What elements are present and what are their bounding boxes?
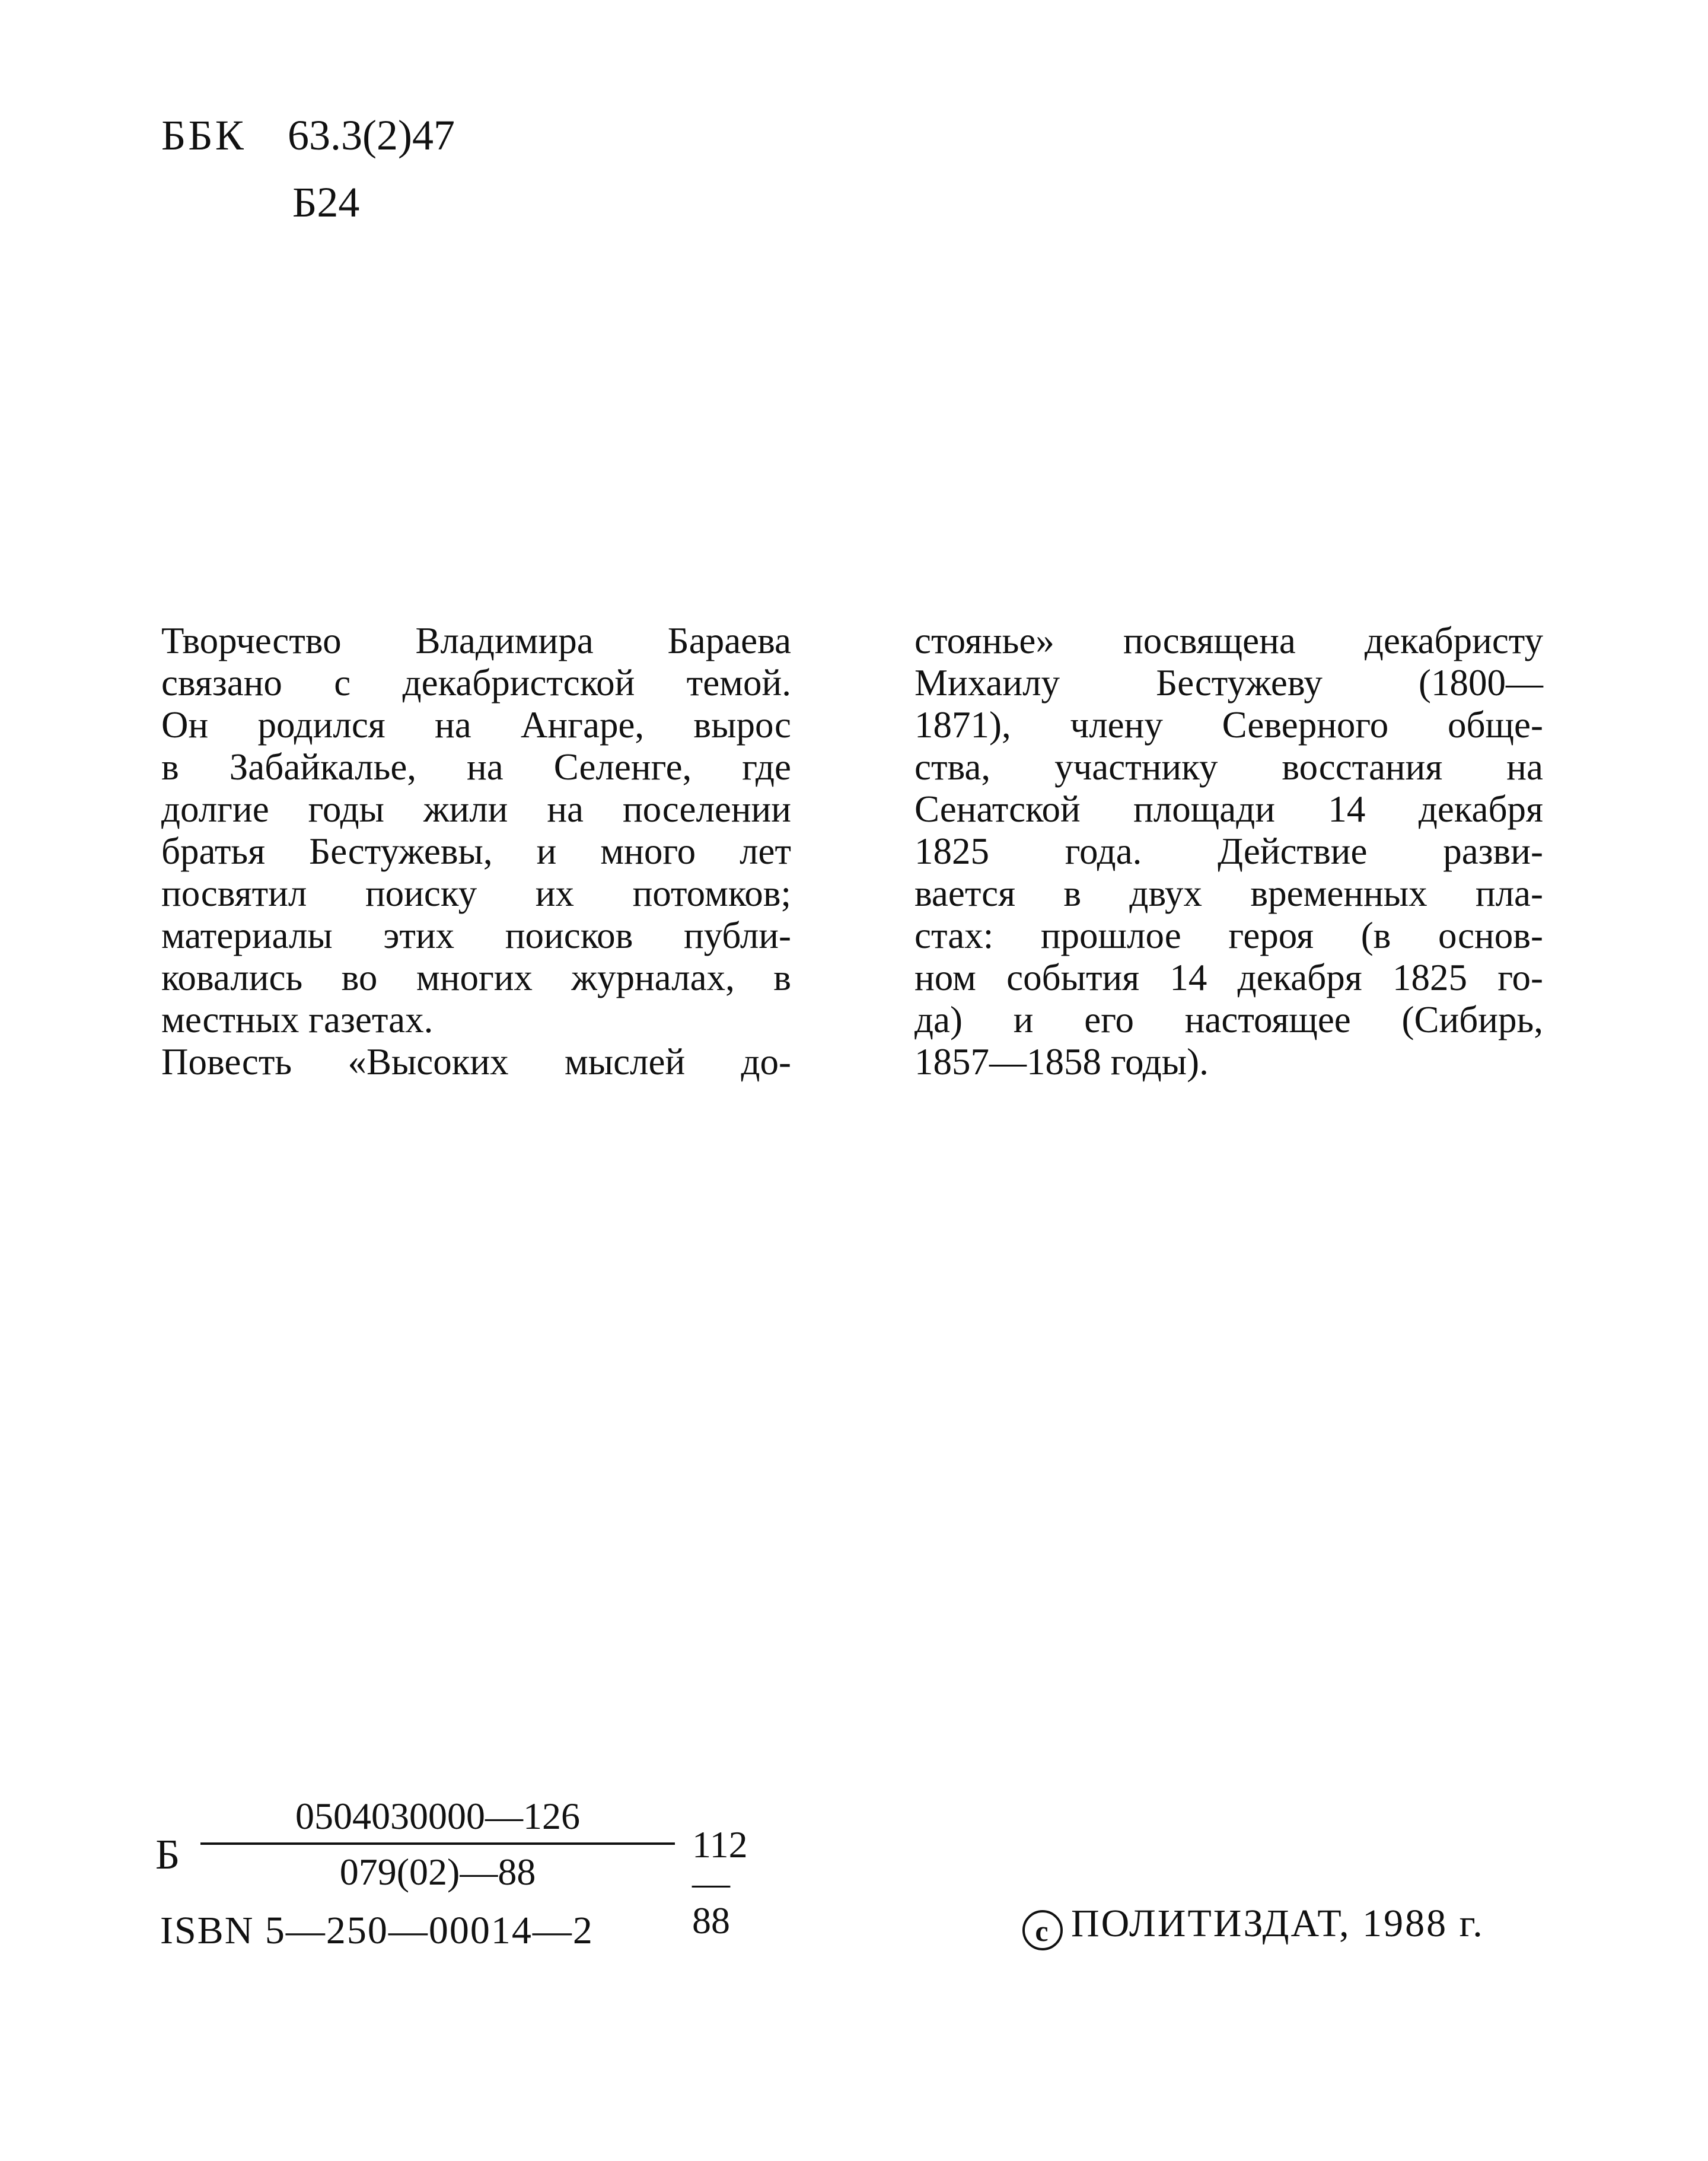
annotation-line: в Забайкалье, на Селенге, где <box>161 746 791 788</box>
index-denominator: 079(02)—88 <box>339 1851 536 1893</box>
bbk-code: 63.3(2)47 <box>288 112 455 159</box>
publisher-line: ПОЛИТИЗДАТ, 1988 г. <box>1071 1902 1484 1945</box>
annotation-line: вается в двух временных пла- <box>914 873 1543 914</box>
annotation-line: стах: прошлое героя (в основ- <box>914 915 1543 956</box>
copyright-notice <box>1022 1904 1484 1950</box>
annotation-line: Сенатской площади 14 декабря <box>914 788 1543 830</box>
annotation-line: Творчество Владимира Бараева <box>161 620 791 661</box>
annotation-left-column <box>161 620 791 1083</box>
index-numerator: 0504030000—126 <box>295 1795 580 1837</box>
annotation-line: Он родился на Ангаре, вырос <box>161 704 791 746</box>
annotation-line: материалы этих поисков публи- <box>161 915 791 956</box>
annotation-line: долгие годы жили на поселении <box>161 788 791 830</box>
annotation-line: братья Бестужевы, и много лет <box>161 830 791 872</box>
annotation-line: 1857—1858 годы). <box>914 1041 1209 1083</box>
annotation-line: связано с декабристской темой. <box>161 662 791 704</box>
author-mark: Б24 <box>292 179 360 226</box>
annotation-line: ства, участнику восстания на <box>914 746 1543 788</box>
index-fraction <box>200 1797 675 1891</box>
annotation-line: местных газетах. <box>161 999 434 1040</box>
index-letter: Б <box>155 1831 180 1878</box>
copyright-icon: c <box>1022 1910 1063 1950</box>
bbk-label: ББК <box>161 112 246 159</box>
isbn: ISBN 5—250—00014—2 <box>160 1909 594 1952</box>
index-suffix: 112—88 <box>692 1823 748 1942</box>
annotation-line: да) и его настоящее (Сибирь, <box>914 999 1543 1040</box>
annotation-line: посвятил поиску их потомков; <box>161 873 791 914</box>
annotation-line: 1871), члену Северного обще- <box>914 704 1543 746</box>
annotation-line: ном события 14 декабря 1825 го- <box>914 957 1543 998</box>
annotation-right-column <box>914 620 1543 1083</box>
annotation-line: Повесть «Высоких мыслей до- <box>161 1041 791 1083</box>
fraction-bar <box>200 1842 675 1845</box>
annotation-line: стоянье» посвящена декабристу <box>914 620 1543 661</box>
annotation-line: 1825 года. Действие разви- <box>914 830 1543 872</box>
annotation-line: ковались во многих журналах, в <box>161 957 791 998</box>
annotation-line: Михаилу Бестужеву (1800— <box>914 662 1543 704</box>
